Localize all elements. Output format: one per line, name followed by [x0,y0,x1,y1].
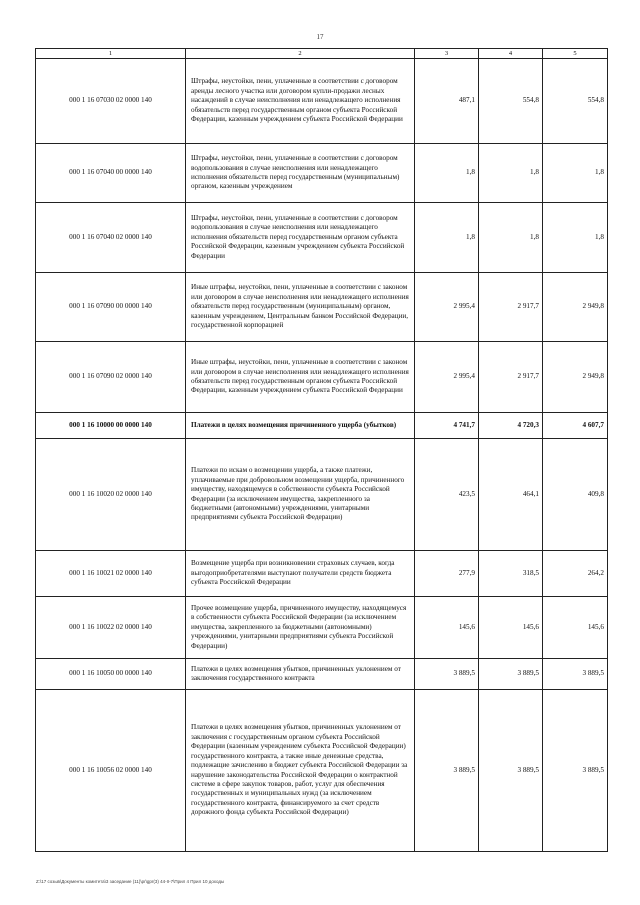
table-header-row [36,49,608,59]
amount-cell-col4: 318,5 [479,551,543,597]
amount-cell-col3: 487,1 [415,59,479,144]
budget-code-cell: 000 1 16 10022 02 0000 140 [36,597,186,659]
amount-cell-col3: 423,5 [415,439,479,551]
budget-code-cell: 000 1 16 07090 00 0000 140 [36,273,186,342]
budget-code-cell: 000 1 16 07040 00 0000 140 [36,144,186,203]
description-cell: Штрафы, неустойки, пени, уплаченные в соответствии с договором водопользования в случае неисполнения или ненадлежащего исполнения обязательств перед государственным (муниципальным) органом, казенным учреждением [186,144,415,203]
amount-cell-col4: 3 889,5 [479,659,543,690]
description-cell: Иные штрафы, неустойки, пени, уплаченные в соответствии с законом или договором в случае неисполнения или ненадлежащего исполнения обязательств перед государственным органом субъекта Российской Федерации, казенным учреждением субъекта Российской Федерации [186,342,415,413]
amount-cell-col4: 554,8 [479,59,543,144]
description-cell: Возмещение ущерба при возникновении страховых случаев, когда выгодоприобретателями выступают получатели средств бюджета субъекта Российской Федерации [186,551,415,597]
amount-cell-col3: 1,8 [415,203,479,273]
table-row [36,413,608,439]
table-row [36,59,608,144]
description-cell: Прочее возмещение ущерба, причиненного имуществу, находящемуся в собственности субъекта Российской Федерации (за исключением имущества, закрепленного за бюджетными (автономными) учреждениями, унитарными предприятиями субъекта Российской Федерации) [186,597,415,659]
description-cell: Платежи в целях возмещения убытков, причиненных уклонением от заключения государственного контракта [186,659,415,690]
table-row [36,203,608,273]
amount-cell-col4: 3 889,5 [479,690,543,852]
amount-cell-col5: 264,2 [543,551,608,597]
column-header: 2 [186,49,415,59]
budget-code-cell: 000 1 16 10050 00 0000 140 [36,659,186,690]
amount-cell-col3: 3 889,5 [415,690,479,852]
amount-cell-col3: 2 995,4 [415,273,479,342]
file-path-footer: Z:\17 созыв\Документы комитета\3 заседание (11)\pr\gpr(3) 44-II-7\Прил 4 Прил 10 доходы [36,879,225,884]
amount-cell-col4: 4 720,3 [479,413,543,439]
description-cell: Штрафы, неустойки, пени, уплаченные в соответствии с договором водопользования в случае неисполнения или ненадлежащего исполнения обязательств перед государственным органом субъекта Российской Федерации, казенным учреждением субъекта Российской Федерации [186,203,415,273]
table-row [36,597,608,659]
budget-code-cell: 000 1 16 07040 02 0000 140 [36,203,186,273]
amount-cell-col3: 277,9 [415,551,479,597]
table-row [36,439,608,551]
amount-cell-col3: 145,6 [415,597,479,659]
column-header: 1 [36,49,186,59]
amount-cell-col3: 2 995,4 [415,342,479,413]
amount-cell-col5: 3 889,5 [543,659,608,690]
amount-cell-col5: 1,8 [543,144,608,203]
description-cell: Иные штрафы, неустойки, пени, уплаченные в соответствии с законом или договором в случае неисполнения или ненадлежащего исполнения обязательств перед государственным (муниципальным) органом, казенным учреждением, Центральным банком Российской Федерации, государственной корпорацией [186,273,415,342]
amount-cell-col4: 1,8 [479,203,543,273]
table-row [36,144,608,203]
amount-cell-col4: 2 917,7 [479,342,543,413]
budget-code-cell: 000 1 16 10020 02 0000 140 [36,439,186,551]
amount-cell-col5: 2 949,8 [543,273,608,342]
table-row [36,273,608,342]
amount-cell-col5: 145,6 [543,597,608,659]
page-number: 17 [316,33,324,41]
amount-cell-col5: 409,8 [543,439,608,551]
budget-code-cell: 000 1 16 07030 02 0000 140 [36,59,186,144]
table-row [36,551,608,597]
table-row [36,690,608,852]
amount-cell-col4: 2 917,7 [479,273,543,342]
budget-code-cell: 000 1 16 07090 02 0000 140 [36,342,186,413]
description-cell: Платежи в целях возмещения причиненного ущерба (убытков) [186,413,415,439]
budget-code-cell: 000 1 16 10021 02 0000 140 [36,551,186,597]
amount-cell-col5: 554,8 [543,59,608,144]
budget-code-cell: 000 1 16 10056 02 0000 140 [36,690,186,852]
budget-code-cell: 000 1 16 10000 00 0000 140 [36,413,186,439]
amount-cell-col5: 4 607,7 [543,413,608,439]
amount-cell-col5: 3 889,5 [543,690,608,852]
amount-cell-col3: 4 741,7 [415,413,479,439]
description-cell: Штрафы, неустойки, пени, уплаченные в соответствии с договором аренды лесного участка или договором купли-продажи лесных насаждений в случае неисполнения или ненадлежащего исполнения обязательств перед государственным органом субъекта Российской Федерации, казенным учреждением субъекта Российской Федерации [186,59,415,144]
description-cell: Платежи по искам о возмещении ущерба, а также платежи, уплачиваемые при добровольном возмещении ущерба, причиненного имуществу, находящемуся в собственности субъекта Российской Федерации (за исключением имущества, закрепленного за бюджетными (автономными) учреждениями, унитарными предприятиями субъекта Российской Федерации) [186,439,415,551]
revenue-table [35,48,608,852]
amount-cell-col5: 2 949,8 [543,342,608,413]
amount-cell-col3: 1,8 [415,144,479,203]
column-header: 4 [479,49,543,59]
amount-cell-col4: 464,1 [479,439,543,551]
amount-cell-col4: 145,6 [479,597,543,659]
table-row [36,342,608,413]
column-header: 3 [415,49,479,59]
amount-cell-col4: 1,8 [479,144,543,203]
table-row [36,659,608,690]
description-cell: Платежи в целях возмещения убытков, причиненных уклонением от заключения с государственным органом субъекта Российской Федерации (казенным учреждением субъекта Российской Федерации) государственного контракта, а также иные денежные средства, подлежащие зачислению в бюджет субъекта Российской Федерации за нарушение законодательства Российской Федерации о контрактной системе в сфере закупок товаров, работ, услуг для обеспечения государственных и муниципальных нужд (за исключением государственного контракта, финансируемого за счет средств дорожного фонда субъекта Российской Федерации) [186,690,415,852]
amount-cell-col5: 1,8 [543,203,608,273]
column-header: 5 [543,49,608,59]
amount-cell-col3: 3 889,5 [415,659,479,690]
